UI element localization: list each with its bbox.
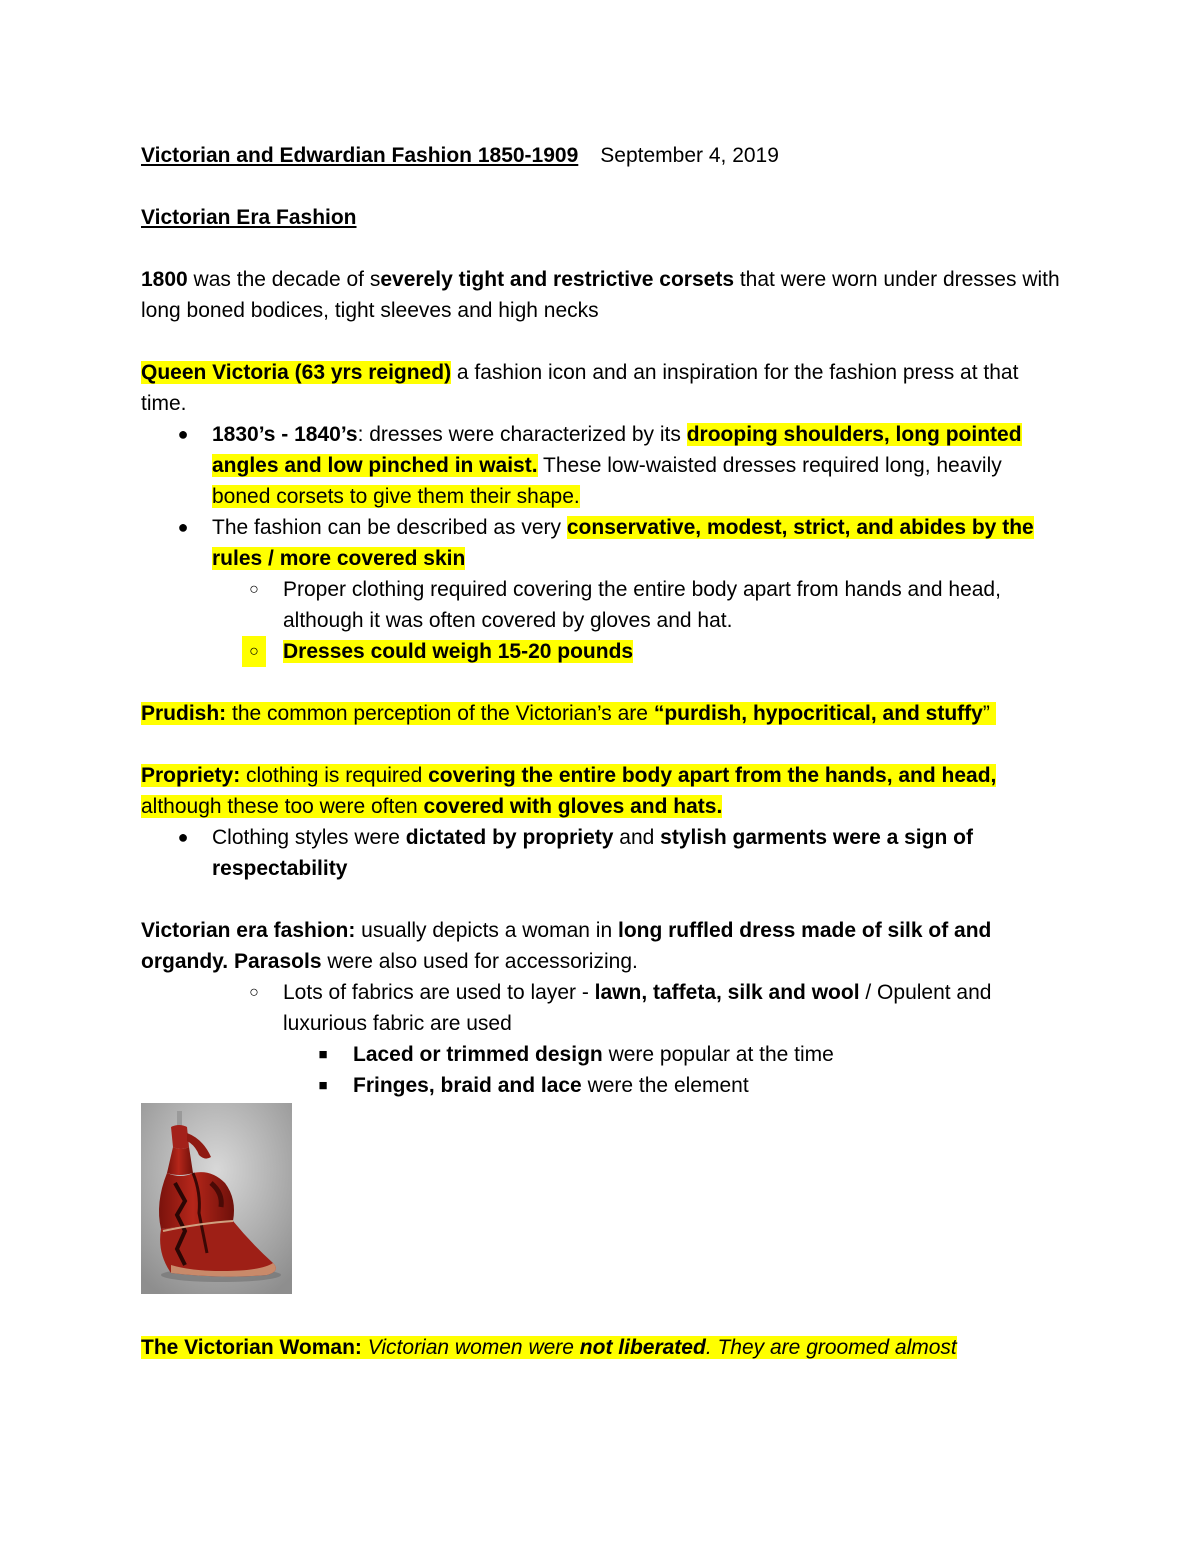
victorian-dress-image bbox=[141, 1103, 292, 1294]
list-item: ● The fashion can be described as very conservative, modest, strict, and abides by the rules / more covered skin bbox=[141, 512, 1061, 574]
paragraph-victorian-era-fashion: Victorian era fashion: usually depicts a woman in long ruffled dress made of silk of and organdy. Parasols were also used for accessorizing. bbox=[141, 919, 992, 973]
document-date: September 4, 2019 bbox=[600, 144, 779, 167]
list-item: ■ Laced or trimmed design were popular at the time bbox=[141, 1039, 1061, 1070]
paragraph-victorian-woman: The Victorian Woman: Victorian women were not liberated. They are groomed almost bbox=[141, 1336, 957, 1359]
paragraph-corsets: 1800 was the decade of severely tight and restrictive corsets that were worn under dresses with long boned bodices, tight sleeves and high necks bbox=[141, 268, 1060, 322]
bullet-square-icon: ■ bbox=[318, 1077, 328, 1094]
list-item: ○ Lots of fabrics are used to layer - lawn, taffeta, silk and wool / Opulent and luxurious fabric are used bbox=[141, 977, 1061, 1039]
list-item: ○ Proper clothing required covering the entire body apart from hands and head, although it was often covered by gloves and hat. bbox=[141, 574, 1061, 636]
bullet-circle-icon: ○ bbox=[242, 636, 266, 667]
bullet-list-2 bbox=[141, 822, 1061, 884]
bullet-list-1 bbox=[141, 419, 1061, 667]
section-heading: Victorian Era Fashion bbox=[141, 206, 357, 229]
title-line bbox=[141, 140, 1061, 171]
paragraph-propriety: Propriety: clothing is required covering the entire body apart from the hands, and head, although these too were often covered with gloves and hats. bbox=[141, 764, 997, 818]
bullet-disc-icon: ● bbox=[177, 517, 189, 537]
list-item: ● 1830’s - 1840’s: dresses were characterized by its drooping shoulders, long pointed angles and low pinched in waist. These low-waisted dresses required long, heavily boned corsets to give them their shape. bbox=[141, 419, 1061, 512]
bullet-list-3 bbox=[141, 977, 1061, 1101]
bullet-circle-icon: ○ bbox=[249, 984, 259, 1001]
document-body bbox=[141, 140, 1061, 1363]
list-item: ○ Dresses could weigh 15-20 pounds bbox=[141, 636, 1061, 667]
paragraph-queen-victoria: Queen Victoria (63 yrs reigned) a fashion icon and an inspiration for the fashion press at that time. bbox=[141, 361, 1019, 415]
paragraph-prudish: Prudish: the common perception of the Victorian’s are “purdish, hypocritical, and stuffy” bbox=[141, 698, 1061, 729]
bullet-circle-icon: ○ bbox=[249, 581, 259, 598]
list-item: ■ Fringes, braid and lace were the element bbox=[141, 1070, 1061, 1101]
bullet-disc-icon: ● bbox=[177, 424, 189, 444]
document-title: Victorian and Edwardian Fashion 1850-1909 bbox=[141, 144, 579, 167]
bullet-disc-icon: ● bbox=[177, 827, 189, 847]
list-item: ● Clothing styles were dictated by propriety and stylish garments were a sign of respectability bbox=[141, 822, 1061, 884]
bullet-square-icon: ■ bbox=[318, 1046, 328, 1063]
